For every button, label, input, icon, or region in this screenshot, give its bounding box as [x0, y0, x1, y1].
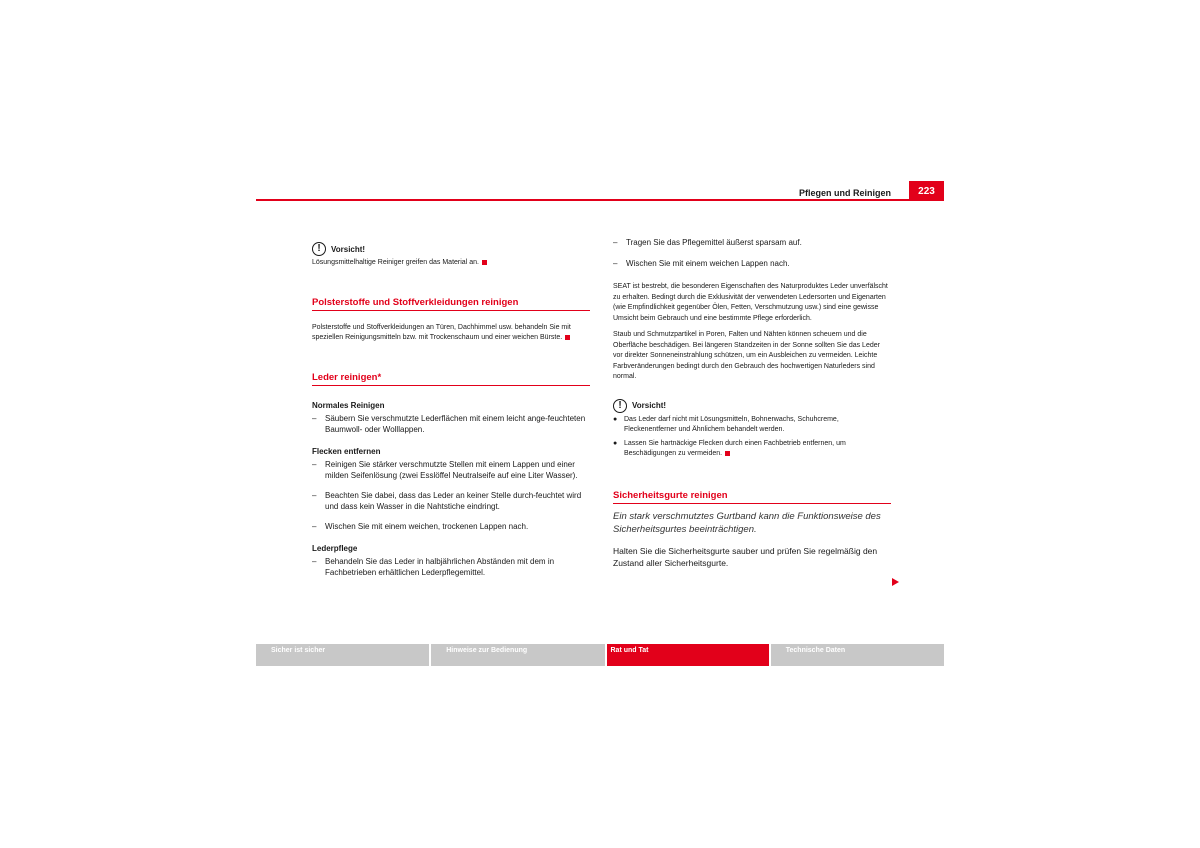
right-column	[613, 237, 891, 569]
upholstery-text: Polsterstoffe und Stoffverkleidungen an Türen, Dachhimmel usw. behandeln Sie mit speziellen Reinigungsmitteln bzw. mit Trockenschaum und einer weichen Bürste.	[312, 323, 571, 341]
list-item: – Reinigen Sie stärker verschmutzte Stellen mit einem Lappen und einer milden Seifenlösung (zwei Esslöffel Neutralseife auf eine Liter Wasser).	[312, 459, 578, 480]
subheading-leather-care: Lederpflege	[312, 543, 358, 553]
caution-heading: ! Vorsicht!	[613, 399, 891, 413]
section-title-seatbelts: Sicherheitsgurte reinigen	[613, 490, 891, 504]
caution-icon: !	[613, 399, 627, 413]
header-rule	[256, 199, 944, 201]
list-item: – Wischen Sie mit einem weichen Lappen nach.	[613, 259, 790, 268]
left-column	[312, 242, 590, 578]
list-item: – Wischen Sie mit einem weichen, trockenen Lappen nach.	[312, 521, 529, 531]
list-item: – Beachten Sie dabei, dass das Leder an keiner Stelle durch-feuchtet wird und dass kein Wasser in die Nahtstiche eindringt.	[312, 490, 582, 511]
bullet-icon: ●	[613, 415, 618, 423]
bullet-icon: ●	[613, 439, 618, 447]
caution-bullet: ● Lassen Sie hartnäckige Flecken durch einen Fachbetrieb entfernen, um Beschädigungen zu vermeiden.	[613, 439, 891, 460]
subheading-normal-cleaning: Normales Reinigen	[312, 400, 385, 410]
caution-text: Lösungsmittelhaltige Reiniger greifen das Material an.	[312, 258, 590, 269]
tab-technical-data[interactable]: Technische Daten	[769, 644, 944, 666]
paragraph-leather-properties: SEAT ist bestrebt, die besonderen Eigenschaften des Naturproduktes Leder unverfälscht zu erhalten. Bedingt durch die Exklusivität der verwendeten Ledersorten und Eigenarten (wie Empfindlichkeit gegenüber Ölen, Fetten, Verschmutzung usw.) sind eine gewisse Umsicht beim Gebrauch und eine bestimmte Pflege erforderlich.	[613, 283, 888, 322]
caution-icon: !	[312, 242, 326, 256]
seatbelts-text: Halten Sie die Sicherheitsgurte sauber und prüfen Sie regelmäßig den Zustand aller Sicherheitsgurte.	[613, 545, 878, 568]
end-marker-icon	[725, 451, 730, 456]
caution-heading: ! Vorsicht!	[312, 242, 590, 256]
section-title-leather: Leder reinigen*	[312, 372, 590, 386]
list-item: – Säubern Sie verschmutzte Lederflächen mit einem leicht ange-feuchteten Baumwoll- oder Wolllappen.	[312, 413, 586, 434]
page-number: 223	[909, 181, 944, 201]
tab-safety[interactable]: Sicher ist sicher	[256, 644, 429, 666]
section-title-upholstery: Polsterstoffe und Stoffverkleidungen reinigen	[312, 297, 590, 311]
tab-operating-instructions[interactable]: Hinweise zur Bedienung	[429, 644, 604, 666]
continue-arrow-icon	[892, 578, 899, 586]
tab-advice[interactable]: Rat und Tat	[605, 644, 769, 666]
caution-bullet: ● Das Leder darf nicht mit Lösungsmitteln, Bohnerwachs, Schuhcreme, Fleckenentferner und Ähnlichem behandelt werden.	[613, 415, 891, 436]
chapter-tabs	[256, 644, 944, 666]
list-item: – Tragen Sie das Pflegemittel äußerst sparsam auf.	[613, 238, 802, 247]
subheading-stains: Flecken entfernen	[312, 446, 381, 456]
paragraph-dust-sun: Staub und Schmutzpartikel in Poren, Falten und Nähten können scheuern und die Oberfläche beschädigen. Bei längeren Standzeiten in der Sonne sollten Sie das Leder vor direkter Sonneneinstrahlung schützen, um ein Ausbleichen zu vermeiden. Leichte Farbveränderungen bedingt durch den Gebrauch des hochwertigen Naturleders sind normal.	[613, 331, 880, 380]
end-marker-icon	[482, 260, 487, 265]
running-header-title: Pflegen und Reinigen	[798, 188, 891, 198]
end-marker-icon	[565, 335, 570, 340]
seatbelts-lead: Ein stark verschmutztes Gurtband kann die Funktionsweise des Sicherheitsgurtes beeinträchtigen.	[613, 510, 881, 535]
list-item: – Behandeln Sie das Leder in halbjährlichen Abständen mit dem in Fachbetrieben erhältlichen Lederpflegemittel.	[312, 556, 555, 577]
